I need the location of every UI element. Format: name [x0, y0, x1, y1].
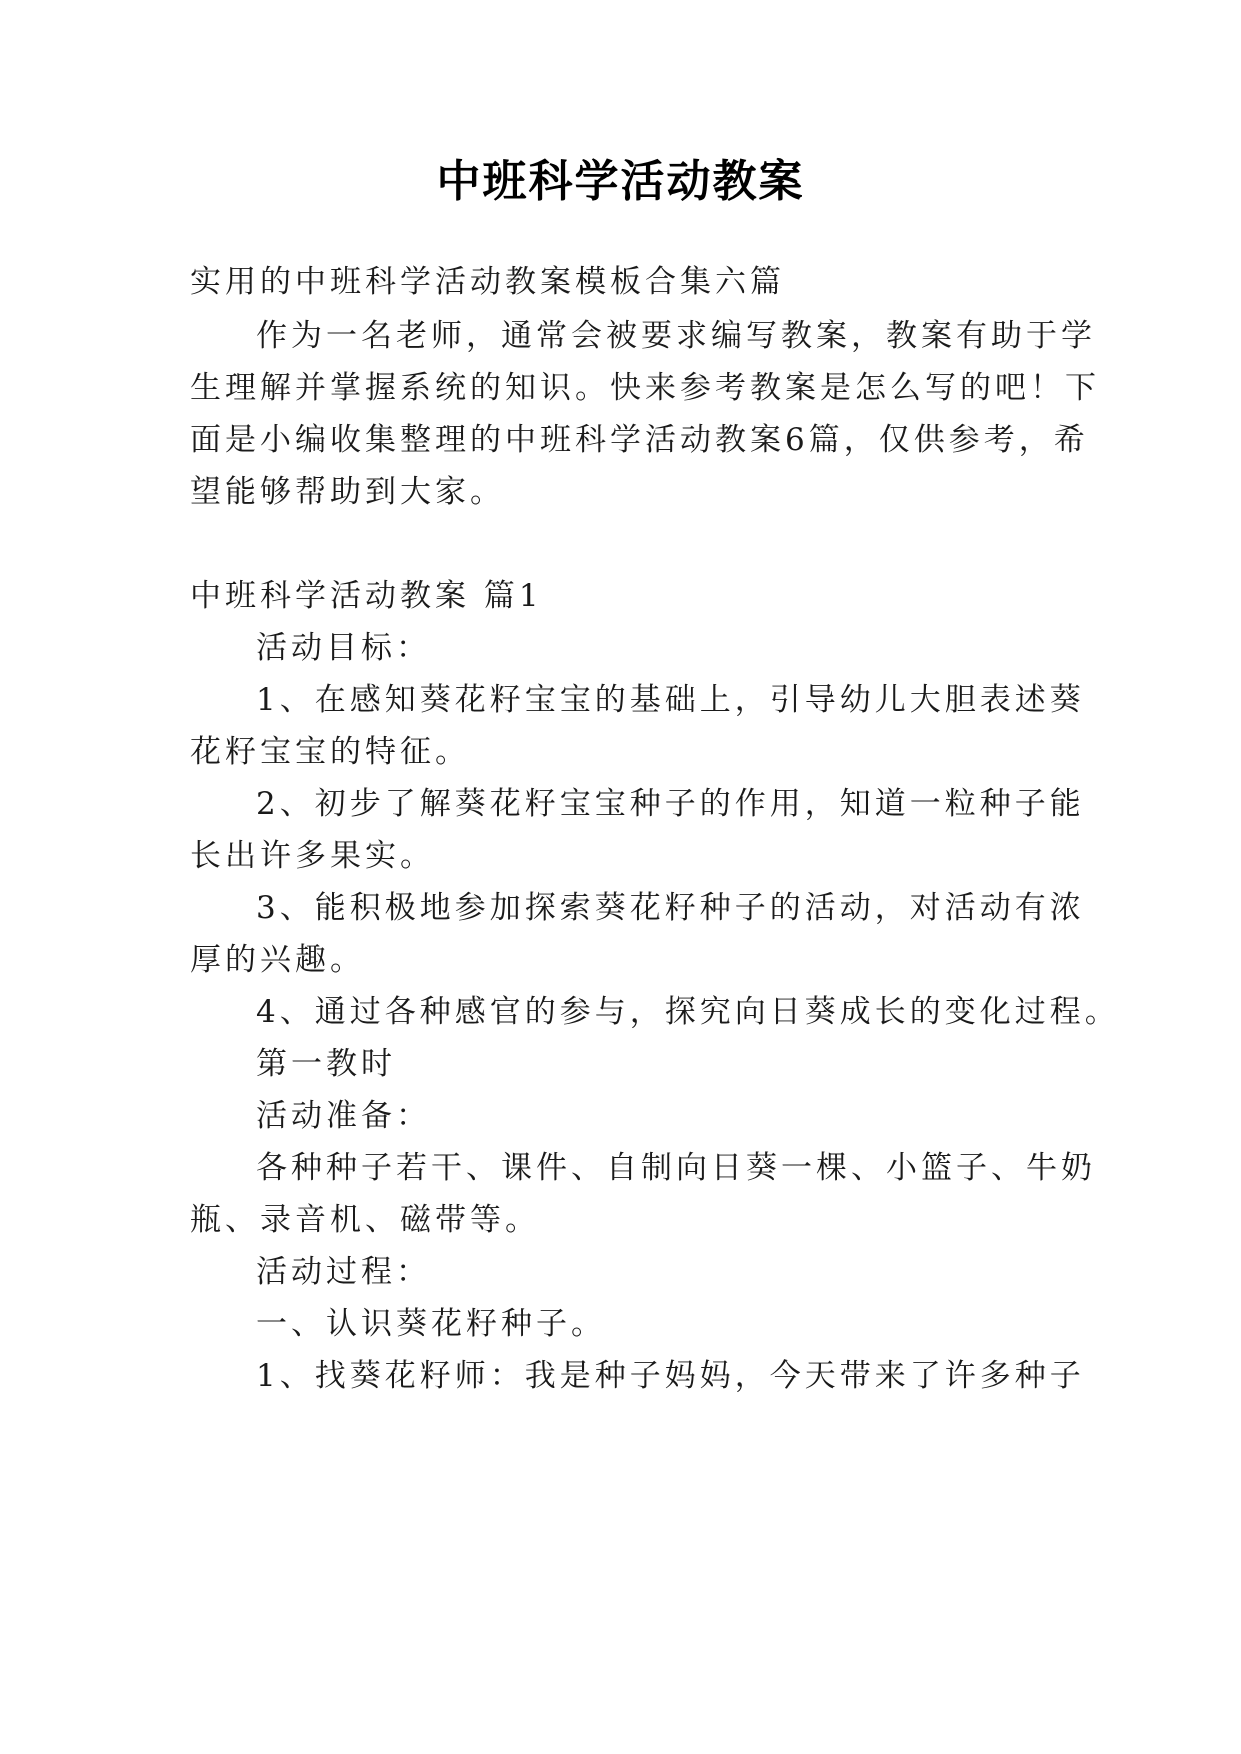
- process-step-1-1: 1、找葵花籽师：我是种子妈妈，今天带来了许多种子: [256, 1358, 1085, 1394]
- goal-3-line-1: 3、能积极地参加探索葵花籽种子的活动，对活动有浓: [256, 890, 1085, 926]
- lesson-heading: 第一教时: [256, 1046, 396, 1082]
- intro-line-1: 作为一名老师，通常会被要求编写教案，教案有助于学: [256, 318, 1096, 354]
- subtitle-line: 实用的中班科学活动教案模板合集六篇: [190, 264, 785, 300]
- prep-line-1: 各种种子若干、课件、自制向日葵一棵、小篮子、牛奶: [256, 1150, 1096, 1186]
- intro-line-2: 生理解并掌握系统的知识。快来参考教案是怎么写的吧！下: [190, 370, 1100, 406]
- document-title: 中班科学活动教案: [436, 156, 805, 207]
- process-heading: 活动过程：: [256, 1254, 431, 1290]
- section-heading: 中班科学活动教案 篇1: [190, 578, 543, 614]
- goal-3-line-2: 厚的兴趣。: [190, 942, 365, 978]
- goal-1-line-1: 1、在感知葵花籽宝宝的基础上，引导幼儿大胆表述葵: [256, 682, 1085, 718]
- intro-line-4: 望能够帮助到大家。: [190, 474, 505, 510]
- prep-line-2: 瓶、录音机、磁带等。: [190, 1202, 540, 1238]
- process-step-1: 一、认识葵花籽种子。: [256, 1306, 606, 1342]
- goal-2-line-2: 长出许多果实。: [190, 838, 435, 874]
- goal-2-line-1: 2、初步了解葵花籽宝宝种子的作用，知道一粒种子能: [256, 786, 1085, 822]
- goal-4-line: 4、通过各种感官的参与，探究向日葵成长的变化过程。: [256, 994, 1120, 1030]
- goal-1-line-2: 花籽宝宝的特征。: [190, 734, 470, 770]
- prep-heading: 活动准备：: [256, 1098, 431, 1134]
- intro-line-3: 面是小编收集整理的中班科学活动教案6篇，仅供参考，希: [190, 422, 1089, 458]
- goal-heading: 活动目标：: [256, 630, 431, 666]
